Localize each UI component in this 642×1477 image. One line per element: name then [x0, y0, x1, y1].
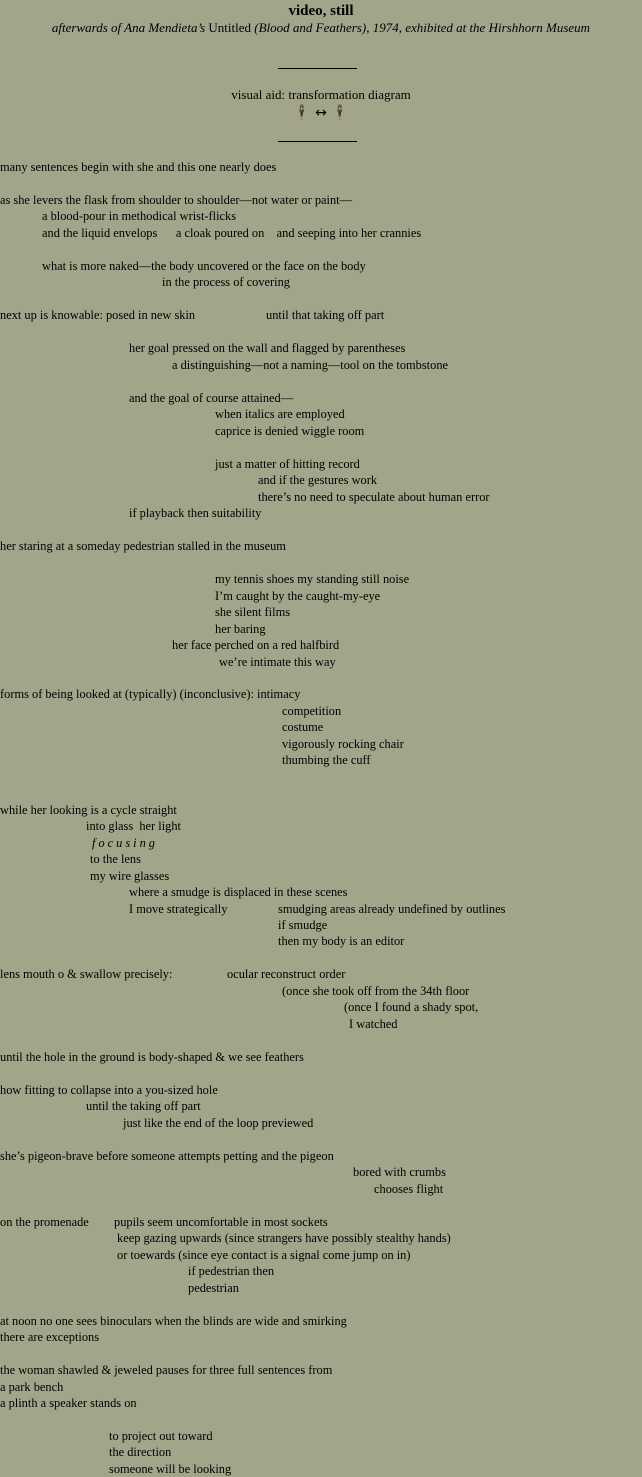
poem-line: when italics are employed — [215, 407, 345, 421]
subtitle-pre: afterwards of Ana Mendieta’s — [51, 20, 209, 35]
poem-line: until that taking off part — [266, 308, 385, 322]
poem-line: many sentences begin with she and this one nearly does — [0, 160, 277, 174]
poem-line: I move strategically — [129, 902, 228, 916]
poem-line: a park bench — [0, 1380, 64, 1394]
poem-line: if smudge — [278, 918, 328, 932]
poem-line: a distinguishing—not a naming—tool on the tombstone — [172, 358, 449, 372]
poem-line: and the liquid envelops a cloak poured on and seeping into her crannies — [42, 226, 422, 240]
poem-line: until the taking off part — [86, 1099, 201, 1113]
poem-line: then my body is an editor — [278, 934, 405, 948]
poem-line: caprice is denied wiggle room — [215, 424, 365, 438]
subtitle-post: (Blood and Feathers), 1974, exhibited at the Hirshhorn Museum — [251, 20, 591, 35]
poem-line: next up is knowable: posed in new skin — [0, 308, 196, 322]
poem-line: if playback then suitability — [129, 506, 262, 520]
poem-line: there’s no need to speculate about human error — [258, 490, 490, 504]
poem-line: (once I found a shady spot, — [344, 1000, 479, 1014]
poem-line: chooses flight — [374, 1182, 444, 1196]
poem-line: (once she took off from the 34th floor — [282, 984, 470, 998]
poem-line: a plinth a speaker stands on — [0, 1396, 137, 1410]
poem-line: while her looking is a cycle straight — [0, 803, 177, 817]
poem-line: my tennis shoes my standing still noise — [215, 572, 410, 586]
poem-line: the woman shawled & jeweled pauses for three full sentences from — [0, 1363, 333, 1377]
poem-line: I’m caught by the caught-my-eye — [215, 589, 381, 603]
subtitle-work-title: Untitled — [208, 20, 252, 35]
transformation-diagram: 🕴 ↔ 🕴 — [293, 105, 349, 121]
poem-line: vigorously rocking chair — [282, 737, 404, 751]
poem-line: just a matter of hitting record — [215, 457, 360, 471]
poem-line: ocular reconstruct order — [227, 967, 346, 981]
poem-line: her goal pressed on the wall and flagged by parentheses — [129, 341, 406, 355]
poem-line: pupils seem uncomfortable in most sockets — [114, 1215, 328, 1229]
diagram-caption: visual aid: transformation diagram — [231, 87, 411, 102]
poem-line: competition — [282, 704, 342, 718]
poem-line: to project out toward — [109, 1429, 213, 1443]
poem-line: in the process of covering — [162, 275, 290, 289]
poem-line: how fitting to collapse into a you-sized hole — [0, 1083, 218, 1097]
poem-line: to the lens — [90, 852, 141, 866]
poem-line: on the promenade — [0, 1215, 89, 1229]
poem-line: she’s pigeon-brave before someone attempts petting and the pigeon — [0, 1149, 334, 1163]
poem-line: if pedestrian then — [188, 1264, 275, 1278]
poem-line: I watched — [349, 1017, 398, 1031]
poem-line: focusing — [92, 836, 158, 850]
poem-line: forms of being looked at (typically) (inconclusive): intimacy — [0, 687, 301, 701]
poem-line: and if the gestures work — [258, 473, 378, 487]
poem-title: video, still — [288, 3, 354, 19]
poem-line: into glass her light — [86, 819, 181, 833]
poem-line: smudging areas already undefined by outlines — [278, 902, 506, 916]
poem-line: there are exceptions — [0, 1330, 100, 1344]
poem-line: her baring — [215, 622, 266, 636]
poem-line: just like the end of the loop previewed — [123, 1116, 314, 1130]
poem-line: costume — [282, 720, 324, 734]
poem-line: or toewards (since eye contact is a signal come jump on in) — [117, 1248, 411, 1262]
poem-line: at noon no one sees binoculars when the blinds are wide and smirking — [0, 1314, 347, 1328]
poem-line: we’re intimate this way — [219, 655, 336, 669]
poem-line: until the hole in the ground is body-shaped & we see feathers — [0, 1050, 304, 1064]
poem-line: and the goal of course attained— — [129, 391, 294, 405]
poem-line: pedestrian — [188, 1281, 239, 1295]
poem-line: what is more naked—the body uncovered or the face on the body — [42, 259, 366, 273]
poem-line: keep gazing upwards (since strangers have possibly stealthy hands) — [117, 1231, 451, 1245]
poem-line: my wire glasses — [90, 869, 170, 883]
poem-line: as she levers the flask from shoulder to shoulder—not water or paint— — [0, 193, 353, 207]
poem-line: a blood-pour in methodical wrist-flicks — [42, 209, 237, 223]
poem-line: thumbing the cuff — [282, 753, 371, 767]
poem-line: lens mouth o & swallow precisely: — [0, 967, 173, 981]
poem-line: the direction — [109, 1445, 172, 1459]
poem-line: bored with crumbs — [353, 1165, 446, 1179]
poem-line: her face perched on a red halfbird — [172, 638, 340, 652]
poem-line: her staring at a someday pedestrian stalled in the museum — [0, 539, 286, 553]
poem-line: she silent films — [215, 605, 291, 619]
poem-line: someone will be looking — [109, 1462, 232, 1476]
poem-line: where a smudge is displaced in these scenes — [129, 885, 348, 899]
